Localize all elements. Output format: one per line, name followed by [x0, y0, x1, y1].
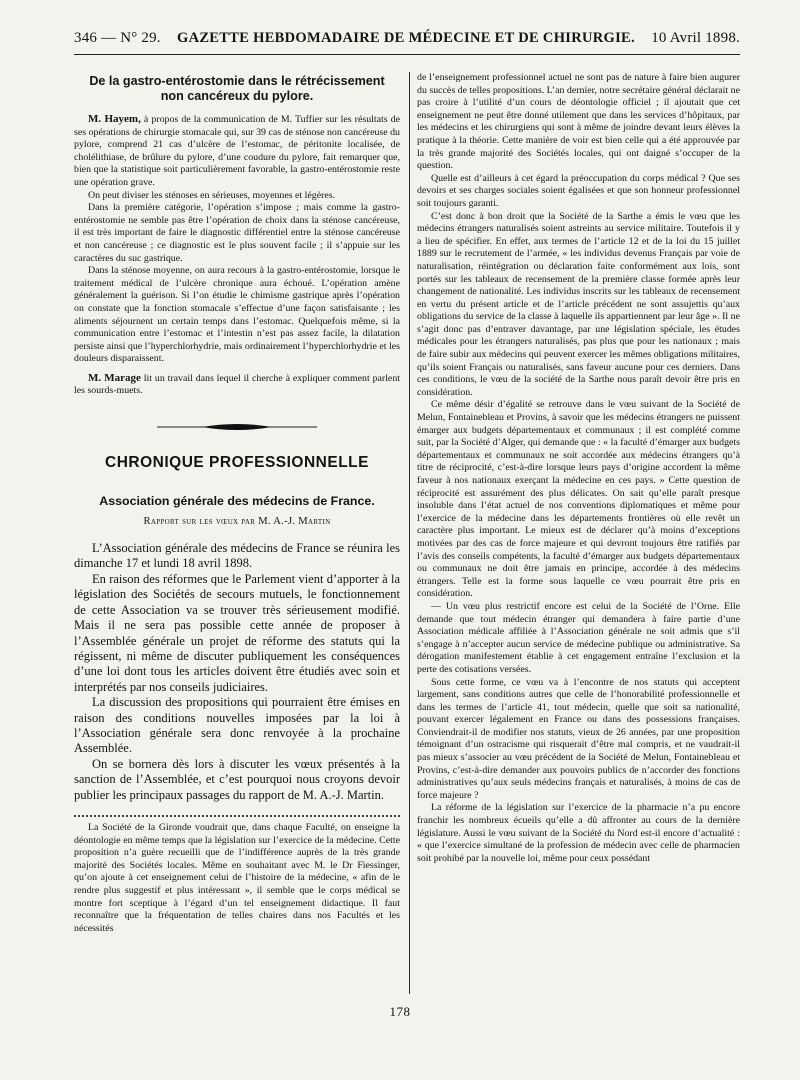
association-title: Association générale des médecins de France. — [99, 494, 375, 509]
issue-date: 10 Avril 1898. — [651, 30, 740, 46]
paragraph: La discussion des propositions qui pourraient être émises en raison des conditions nouvelles imposées par la loi à l’Association générale sera donc renvoyée à la prochaine Assemblée. — [74, 695, 400, 756]
paragraph: L’Association générale des médecins de France se réunira les dimanche 17 et lundi 18 avril 1898. — [74, 541, 400, 571]
paragraph-text: à propos de la communication de M. Tuffier sur les résultats de ses opérations de chirurgie stomacale qui, sur 39 cas de sténose non cancéreuse du pylore, comprend 21 cas d’ulcère de l’estomac, de péritonite localisée, de cholélithiase, de brûlure du pylore, d’une coudure du pylore, fait remarquer que, bien que la statistique soit particulièrement favorable, la gastro-entérostomie reste une opération grave. — [74, 114, 400, 188]
header-rule — [74, 54, 740, 55]
quoted-paragraph: La Société de la Gironde voudrait que, dans chaque Faculté, on enseigne la déontologie en même temps que la législation sur l’exercice de la médecine. Cette proposition n’a guère recueilli que de l’indifférence auprès de la très grande majorité des Sociétés locales. Même en souhaitant avec M. le Dr Fiessinger, qu’on ajoute à cet enseignement celui de l’histoire de la médecine, « afin de le rendre plus suggestif et plus intéressant », il semble que le corps médical se montre fort sceptique à l’égard d’un tel enseignement didactique. Il faut reconnaître que la fréquentation de telles chaires dans nos Facultés et les nécessités — [74, 821, 400, 934]
speaker-name: M. Marage — [88, 371, 141, 384]
paragraph-marage — [74, 372, 400, 398]
report-author: M. A.-J. Martin — [258, 516, 331, 528]
right-column — [417, 72, 740, 994]
column-divider — [409, 72, 410, 994]
dotted-separator — [74, 815, 400, 817]
paragraph: On se bornera dès lors à discuter les vœux présentés à la sanction de l’Assemblée, et c’est pourquoi nous croyons devoir publier les principaux passages du rapport de M. A.-J. Martin. — [74, 756, 400, 802]
paragraph: Quelle est d’ailleurs à cet égard la préoccupation du corps médical ? Que ses devoirs et ses charges sociales soient égalisées et que son honneur professionnel soit toujours garanti. — [417, 172, 740, 209]
paragraph: C’est donc à bon droit que la Société de la Sarthe a émis le vœu que les médecins étrangers naturalisés soient astreints au service militaire. Toutefois il y a lieu de spécifier. En effet, aux termes de l’article 12 et de la loi du 15 juillet 1889 sur le recrutement de l’armée, « les individus devenus Français par voie de naturalisation, réintégration ou déclaration faite conformément aux lois, sont portés sur les tableaux de recensement de la première classe formée après leur changement de nationalité. Les individus inscrits sur les tableaux de recensement en vertu du présent article et de l’article précédent ne sont assujettis qu’aux obligations du service de la classe à laquelle ils appartiennent par leur âge ». Il ne s’agit donc pas d’entraver davantage, par une législation spéciale, les études médicales pour les étrangers naturalisés, pas plus que pour les nationaux ; mais de faire subir aux médecins qui peuvent exercer les mêmes obligations militaires, qu’ils soient Français ou naturalisés, sans faveur aucune pour ces derniers. Dans ces conditions, le vœu de la société de la Sarthe nous paraît devoir être pris en considération. — [417, 210, 740, 398]
speaker-name: M. Hayem, — [88, 113, 141, 125]
paragraph: Dans la première catégorie, l’opération s’impose ; mais comme la gastro-entérostomie ne semble pas être l’opération de choix dans la sténose cancéreuse, il est très important de faire le diagnostic différentiel entre la sténose cancéreuse et non cancéreuse ; ce diagnostic est le plus souvent facile ; il s’appuie sur les caractères du suc gastrique. — [74, 202, 400, 264]
report-label: Rapport sur les vœux par — [143, 516, 256, 528]
paragraph: Ce même désir d’égalité se retrouve dans le vœu suivant de la Société de Melun, Fontainebleau et Provins, à savoir que les médecins étrangers ne puissent émarger aux budgets départementaux et communaux ; il est complété comme suit, par la Société d’Alger, qui demande que : « la faculté d’émarger aux budgets départementaux et communaux ne soit accordée aux médecins étrangers qu’à titre de réciprocité, c’est-à-dire lorsque leurs pays d’origine accordent la même faveur à nos nationaux exerçant la médecine en ces pays. » Cette question de réciprocité est assurément des plus délicates. On sait qu’elle paraît presque insoluble dans l’état actuel de nos conventions diplomatiques et même pour l’exercice de la médecine dans les départements frontières où elle revêt un caractère plus important. Le mieux est de déclarer qu’à moins d’exceptions motivées par des cas de force majeure et qui devront toujours être ratifiés par l’avis des conseils compétents, la faculté d’émarger aux budgets départementaux ou communaux ne doit être jamais en principe, accordée à des médecins étrangers. Telle est la forme sous laquelle ce vœu pourrait être pris en considération. — [417, 399, 740, 600]
page-issue-number: 346 — N° 29. — [74, 30, 161, 46]
report-byline — [74, 516, 400, 527]
journal-title: GAZETTE HEBDOMADAIRE DE MÉDECINE ET DE CHIRURGIE. — [176, 30, 635, 46]
paragraph: Dans la sténose moyenne, on aura recours à la gastro-entérostomie, lorsque le traitement médical de l’ulcère chronique aura échoué. L’opération amène généralement la guérison. Si l’on étudie le chimisme gastrique après l’opération on constate que la fonction stomacale s’effectue d’une façon satisfaisante ; les aliments séjournent un certain temps dans l’estomac. Quelquefois même, si la communication entre l’estomac et l’intestin n’est pas assez facile, la dilatation persiste ainsi que l’hyperchlorhydrie, mais ordinairement l’hyperchlorhydrie et les douleurs disparaissent. — [74, 265, 400, 365]
left-column — [74, 72, 400, 996]
paragraph: — Un vœu plus restrictif encore est celui de la Société de l’Orne. Elle demande que tout médecin étranger qui demandera à faire partie d’une Association médicale affiliée à l’Association générale ne soit admis que s’il s’engage à n’accepter aucun service de médecine publique ou administrative. Sa dérogation manifestement établie à cet engagement entraîne l’exclusion et la perte des cotisations versées. — [417, 600, 740, 675]
paragraph: Sous cette forme, ce vœu va à l’encontre de nos statuts qui acceptent largement, sans conditions autres que celle de l’honorabilité professionnelle et dans les termes de l’article 41, tout médecin, quelle que soit sa nationalité, pouvant exercer légalement en France ou dans des possessions françaises. Conviendrait-il de modifier nos statuts, vieux de 26 années, par une proposition témoignant d’un ostracisme qui risquerait d’être mal compris, et ne vaudrait-il pas mieux s’associer au vœu précédent de la Société de Melun, Fontainebleau et Provins, c’est-à-dire demander aux pouvoirs publics de n’accorder des fonctions administratives qu’aux seuls médecins français et naturalisés, à moins de cas de force majeure ? — [417, 676, 740, 801]
ornament-divider-icon — [157, 422, 317, 432]
paragraph-hayem — [74, 113, 400, 190]
page-number: 178 — [389, 1004, 411, 1019]
running-head — [74, 30, 740, 47]
paragraph-text: lit un travail dans lequel il cherche à expliquer comment parlent les sourds-muets. — [74, 372, 400, 397]
paragraph: La réforme de la législation sur l’exercice de la pharmacie n’a pu encore franchir les nombreux écueils qu’elle a dû affronter au cours de la dernière législature. Aussi le vœu suivant de la Société du Nord est-il encore d’actualité : « que l’exercice simultané de la profession de médecin avec celle de pharmacien soit prohibé par la nouvelle loi, même pour ceux possédant — [417, 802, 740, 864]
section-title: CHRONIQUE PROFESSIONNELLE — [105, 454, 369, 472]
paragraph: On peut diviser les sténoses en sérieuses, moyennes et légères. — [88, 189, 336, 201]
paragraph: En raison des réformes que le Parlement vient d’apporter à la législation des Sociétés de secours mutuels, le fonctionnement de cette Association va se trouver très sérieusement modifié. Mais il ne sera pas possible cette année de proposer à l’Assemblée générale un projet de réforme des statuts qui la régissent, ni même de discuter publiquement les conséquences d’une loi dont tous les articles doivent être étudiés avec soin et interprétés par nos conseils judiciaires. — [74, 571, 400, 694]
paragraph: de l’enseignement professionnel actuel ne sont pas de nature à faire bien augurer du succès de telles propositions. L’an dernier, notre secrétaire général déclarait ne pas croire à l’utilité d’un cours de déontologie officiel ; il ajoutait que cet enseignement ne peut être donné utilement que dans les services d’hôpitaux, par les médecins et les chirurgiens qui sont à même de joindre devant leurs élèves la pratique à la théorie. Cette manière de voir est bien celle qui a été approuvée par la très grande majorité des Sociétés locales, qui ont daigné s’occuper de la question. — [417, 72, 740, 172]
article-title: De la gastro-entérostomie dans le rétrécissement non cancéreux du pylore. — [89, 74, 385, 103]
